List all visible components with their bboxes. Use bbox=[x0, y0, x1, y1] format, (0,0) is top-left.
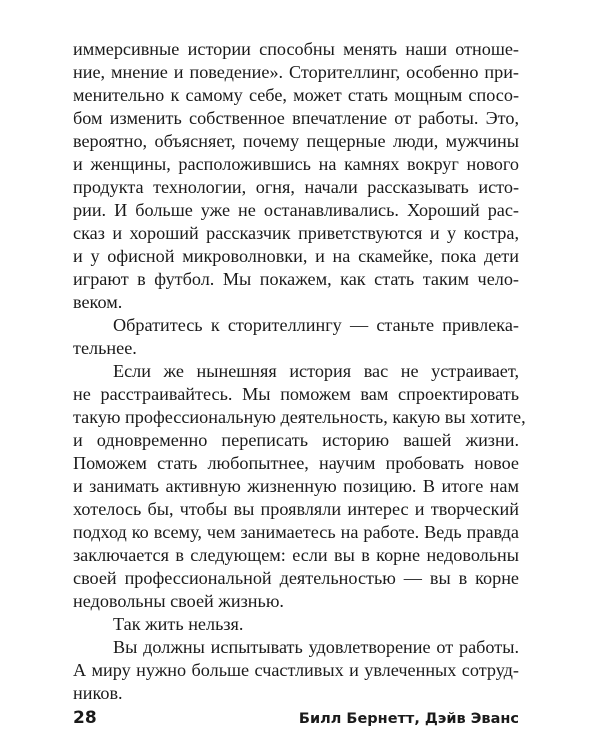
text-line: Если же нынешняя история вас не устраивает, bbox=[113, 361, 519, 381]
text-line: Вы должны испытывать удовлетворение от работы. bbox=[113, 637, 519, 657]
text-line: и занимать активную жизненную позицию. В итоге нам bbox=[73, 476, 519, 496]
body-text bbox=[73, 38, 526, 705]
running-head-authors: Билл Бернетт, Дэйв Эванс bbox=[298, 711, 519, 727]
text-line: и женщины, расположившись на камнях вокруг нового bbox=[73, 154, 519, 174]
text-line: недовольны своей жизнью. bbox=[73, 591, 284, 611]
text-line: играют в футбол. Мы покажем, как стать таким чело- bbox=[73, 269, 519, 289]
text-line: сказ и хороший рассказчик приветствуются и у костра, bbox=[73, 223, 519, 243]
text-line: Поможем стать любопытнее, научим пробовать новое bbox=[73, 453, 519, 473]
text-line: такую профессиональную деятельность, какую вы хотите, bbox=[73, 407, 526, 427]
text-line: А миру нужно больше счастливых и увлеченных сотруд- bbox=[73, 660, 519, 680]
text-line: хотелось бы, чтобы вы проявляли интерес и творческий bbox=[73, 499, 519, 519]
text-line: подход ко всему, чем занимаетесь на работе. Ведь правда bbox=[73, 522, 519, 542]
text-line: тельнее. bbox=[73, 338, 137, 358]
text-line: и у офисной микроволновки, и на скамейке, пока дети bbox=[73, 246, 519, 266]
text-line: рии. И больше уже не останавливались. Хороший рас- bbox=[73, 200, 519, 220]
text-line: Обратитесь к сторителлингу — станьте привлека- bbox=[113, 315, 519, 335]
text-line: ников. bbox=[73, 683, 123, 703]
text-line: вероятно, объясняет, почему пещерные люди, мужчины bbox=[73, 131, 519, 151]
page-number: 28 bbox=[73, 708, 97, 728]
text-line: Так жить нельзя. bbox=[113, 614, 244, 634]
text-line: не расстраивайтесь. Мы поможем вам спроектировать bbox=[73, 384, 519, 404]
text-line: бом изменить собственное впечатление от работы. Это, bbox=[73, 108, 519, 128]
text-line: веком. bbox=[73, 292, 123, 312]
text-line: и одновременно переписать историю вашей жизни. bbox=[73, 430, 519, 450]
text-line: ние, мнение и поведение». Сторителлинг, особенно при- bbox=[73, 62, 519, 82]
text-line: иммерсивные истории способны менять наши отноше- bbox=[73, 39, 519, 59]
text-line: заключается в следующем: если вы в корне недовольны bbox=[73, 545, 519, 565]
text-line: менительно к самому себе, может стать мощным спосо- bbox=[73, 85, 519, 105]
page-footer bbox=[73, 707, 519, 729]
text-line: своей профессиональной деятельностью — вы в корне bbox=[73, 568, 519, 588]
text-line: продукта технологии, огня, начали рассказывать исто- bbox=[73, 177, 519, 197]
